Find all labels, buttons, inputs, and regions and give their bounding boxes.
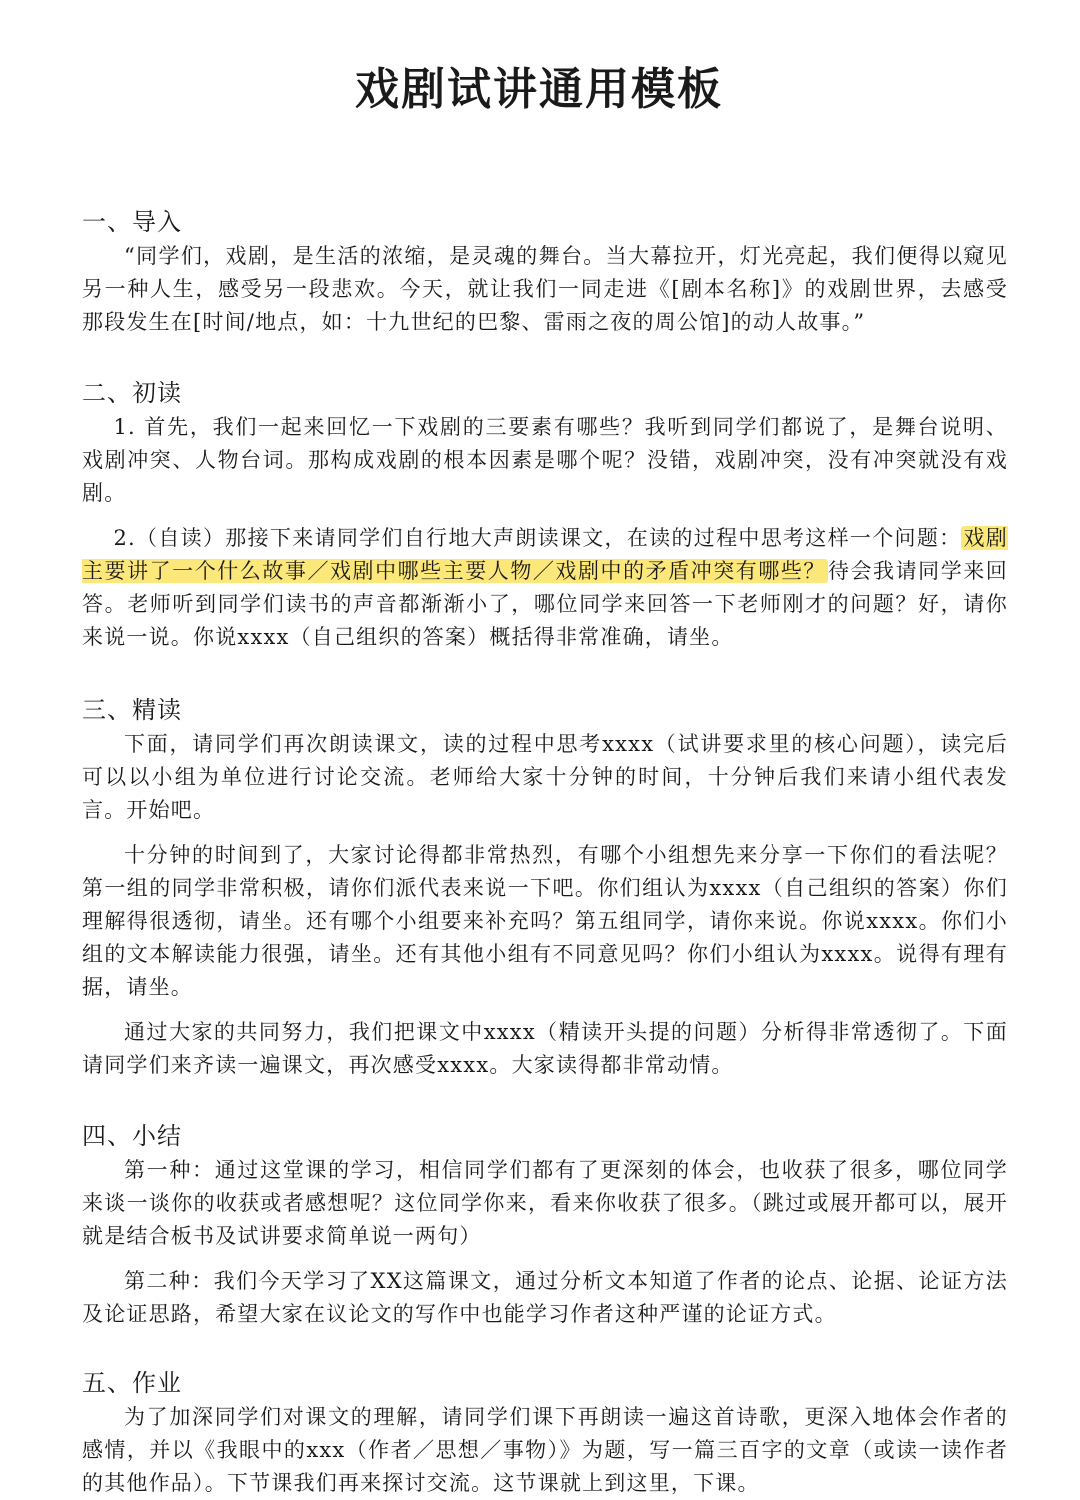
section-heading: 四、小结	[82, 1122, 182, 1150]
section-homework	[82, 1367, 1008, 1500]
section-heading: 一、导入	[82, 208, 182, 236]
section-summary	[82, 1120, 1008, 1331]
paragraph: 下面，请同学们再次朗读课文，读的过程中思考xxxx（试讲要求里的核心问题），读完后可以以小组为单位进行讨论交流。老师给大家十分钟的时间，十分钟后我们来请小组代表发言。开始吧。	[82, 732, 1008, 822]
paragraph: 通过大家的共同努力，我们把课文中xxxx（精读开头提的问题）分析得非常透彻了。下面请同学们来齐读一遍课文，再次感受xxxx。大家读得都非常动情。	[82, 1020, 1008, 1077]
paragraph: 第二种：我们今天学习了XX这篇课文，通过分析文本知道了作者的论点、论据、论证方法及论证思路，希望大家在议论文的写作中也能学习作者这种严谨的论证方式。	[82, 1269, 1008, 1326]
highlighted-question: 戏剧主要讲了一个什么故事／戏剧中哪些主要人物／戏剧中的矛盾冲突有哪些？	[82, 526, 1008, 583]
list-item	[82, 522, 1008, 654]
section-intro	[82, 206, 1008, 339]
paragraph: 第一种：通过这堂课的学习，相信同学们都有了更深刻的体会，也收获了很多，哪位同学来谈一谈你的收获或者感想呢？这位同学你来，看来你收获了很多。（跳过或展开都可以，展开就是结合板书及试讲要求简单说一两句）	[82, 1158, 1008, 1248]
paragraph: “同学们，戏剧，是生活的浓缩，是灵魂的舞台。当大幕拉开，灯光亮起，我们便得以窥见另一种人生，感受另一段悲欢。今天，就让我们一同走进《[剧本名称]》的戏剧世界，去感受那段发生在[时间/地点，如：十九世纪的巴黎、雷雨之夜的周公馆]的动人故事。”	[82, 244, 1008, 334]
paragraph: 为了加深同学们对课文的理解，请同学们课下再朗读一遍这首诗歌，更深入地体会作者的感情，并以《我眼中的xxx（作者／思想／事物）》为题，写一篇三百字的文章（或读一读作者的其他作品）。下节课我们再来探讨交流。这节课就上到这里，下课。	[82, 1405, 1008, 1495]
text-segment: 2.（自读）那接下来请同学们自行地大声朗读课文，在读的过程中思考这样一个问题：	[113, 526, 962, 550]
list-item: 1. 首先，我们一起来回忆一下戏剧的三要素有哪些？我听到同学们都说了，是舞台说明、戏剧冲突、人物台词。那构成戏剧的根本因素是哪个呢？没错，戏剧冲突，没有冲突就没有戏剧。	[82, 415, 1008, 505]
page-title: 戏剧试讲通用模板	[355, 64, 723, 115]
paragraph: 十分钟的时间到了，大家讨论得都非常热烈，有哪个小组想先来分享一下你们的看法呢？第一组的同学非常积极，请你们派代表来说一下吧。你们组认为xxxx（自己组织的答案）你们理解得很透彻，请坐。还有哪个小组要来补充吗？第五组同学，请你来说。你说xxxx。你们小组的文本解读能力很强，请坐。还有其他小组有不同意见吗？你们小组认为xxxx。说得有理有据，请坐。	[82, 843, 1008, 999]
section-heading: 五、作业	[82, 1369, 182, 1397]
text-segment: 待会我请同学来回答。老师听到同学们读书的声音都渐渐小了，哪位同学来回答一下老师刚才的问题？好，请你来说一说。你说xxxx（自己组织的答案）概括得非常准确，请坐。	[82, 559, 1008, 649]
section-first-reading	[82, 377, 1008, 654]
section-heading: 三、精读	[82, 696, 182, 724]
section-close-reading	[82, 694, 1008, 1082]
section-heading: 二、初读	[82, 379, 182, 407]
